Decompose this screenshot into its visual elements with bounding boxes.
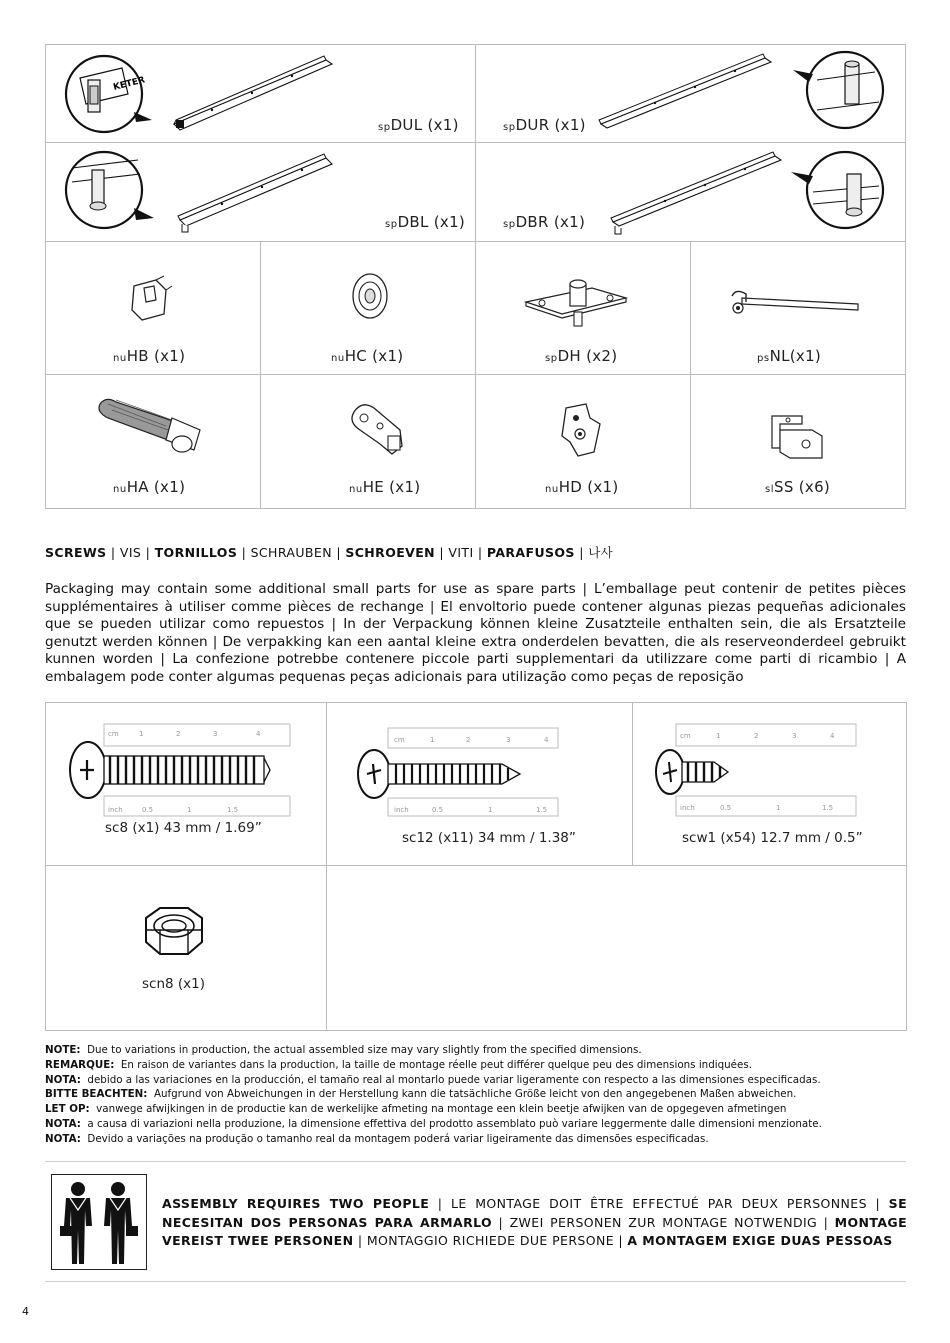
ruler-cm-tick: 2 — [754, 732, 759, 740]
note-row: REMARQUE: En raison de variantes dans la production, la taille de montage réelle peut différer quelque peu des dimensions indiquées. — [45, 1058, 752, 1071]
ruler-cm-tick: 2 — [466, 736, 471, 744]
part-label-ss: slSS (x6) — [765, 478, 831, 496]
ruler-inch-tick: 1.5 — [536, 806, 548, 814]
ruler-cm-tick: 1 — [716, 732, 721, 740]
ruler-cm-tick: 1 — [139, 730, 144, 738]
ruler-inch-tick: 0.5 — [720, 804, 732, 812]
screw-label-sc8: sc8 (x1) 43 mm / 1.69” — [105, 820, 262, 836]
nut-scn8-illustration — [138, 904, 208, 958]
ruler-inch-tick: 1.5 — [822, 804, 834, 812]
part-ss-illustration — [766, 408, 830, 464]
part-label-dbl: spDBL (x1) — [385, 213, 466, 231]
ruler-inch-tick: 0.5 — [432, 806, 444, 814]
note-row: NOTA: debido a las variaciones en la producción, el tamaño real al montarlo puede variar ligeramente con respecto a las dimensiones especificadas. — [45, 1073, 821, 1086]
note-row: NOTA: Devido a variações na produção o tamanho real da montagem poderá variar ligeiramente das dimensões especificadas. — [45, 1132, 709, 1145]
screw-sc12-illustration — [352, 718, 572, 818]
screws-heading: SCREWS | VIS | TORNILLOS | SCHRAUBEN | SCHROEVEN | VITI | PARAFUSOS | 나사 — [45, 545, 614, 560]
ruler-cm-tick: 1 — [430, 736, 435, 744]
ruler-inch-tick: 1 — [488, 806, 493, 814]
note-row: BITTE BEACHTEN: Aufgrund von Abweichungen in der Herstellung kann die tatsächliche Größe leicht von den angegebenen Maßen abweichen. — [45, 1088, 797, 1101]
part-hc-illustration — [348, 270, 392, 322]
ruler-cm-tick: 4 — [256, 730, 261, 738]
ruler-inch-tick: 1 — [187, 806, 192, 814]
part-label-dur: spDUR (x1) — [503, 116, 586, 134]
ruler-cm-tick: 4 — [830, 732, 835, 740]
ruler-inch-label: inch — [680, 804, 695, 812]
part-label-dh: spDH (x2) — [545, 347, 618, 365]
rail-dbl-illustration — [62, 146, 342, 240]
part-label-hb: nuHB (x1) — [113, 347, 186, 365]
ruler-cm-tick: 3 — [506, 736, 511, 744]
assembly-note: ASSEMBLY REQUIRES TWO PEOPLE | LE MONTAGE DOIT ÊTRE EFFECTUÉ PAR DEUX PERSONNES | SE NECESITAN DOS PERSONAS PARA ARMARLO | ZWEI PERSONEN ZUR MONTAGE NOTWENDIG | MONTAGE VEREIST TWEE PERSONEN | MONTAGGIO RICHIEDE DUE PERSONE | A MONTAGEM EXIGE DUAS PESSOAS — [162, 1196, 908, 1248]
two-people-icon — [56, 1180, 142, 1266]
ruler-cm-tick: 3 — [213, 730, 218, 738]
divider-top — [45, 1161, 906, 1162]
ruler-cm-label: cm — [108, 730, 119, 738]
screw-scw1-illustration — [650, 718, 870, 818]
rail-dbr-illustration — [595, 146, 905, 240]
ruler-inch-tick: 1.5 — [227, 806, 239, 814]
part-he-illustration — [340, 396, 420, 460]
ruler-cm-tick: 2 — [176, 730, 181, 738]
part-label-ha: nuHA (x1) — [113, 478, 186, 496]
note-row: NOTE: Due to variations in production, the actual assembled size may vary slightly from the specified dimensions. — [45, 1044, 642, 1056]
page-number: 4 — [22, 1305, 29, 1318]
part-label-he: nuHE (x1) — [349, 478, 421, 496]
ruler-inch-label: inch — [108, 806, 123, 814]
ruler-cm-tick: 4 — [544, 736, 549, 744]
ruler-inch-label: inch — [394, 806, 409, 814]
ruler-cm-tick: 3 — [792, 732, 797, 740]
rail-dur-illustration — [595, 50, 905, 140]
note-row: LET OP: vanwege afwijkingen in de productie kan de werkelijke afmeting na montage een klein beetje afwijken van de opgegeven afmetingen — [45, 1103, 787, 1116]
part-label-dbr: spDBR (x1) — [503, 213, 586, 231]
ruler-inch-tick: 1 — [776, 804, 781, 812]
divider-bottom — [45, 1281, 906, 1282]
screw-label-scw1: scw1 (x54) 12.7 mm / 0.5” — [682, 830, 863, 846]
note-row: NOTA: a causa di variazioni nella produzione, la dimensione effettiva del prodotto assemblato può variare leggermente dalle dimensioni menzionate. — [45, 1117, 822, 1130]
screw-cell-empty — [326, 865, 907, 1031]
part-label-hc: nuHC (x1) — [331, 347, 404, 365]
part-nl-illustration — [728, 286, 868, 326]
part-dh-illustration — [522, 276, 632, 332]
part-ha-illustration — [96, 396, 208, 458]
rail-dul-illustration — [62, 50, 342, 140]
ruler-cm-label: cm — [394, 736, 405, 744]
part-hb-illustration — [120, 270, 180, 330]
screw-label-sc12: sc12 (x11) 34 mm / 1.38” — [402, 830, 576, 846]
notes-block — [45, 1043, 915, 1147]
part-hd-illustration — [554, 400, 610, 460]
keter-logo: KETER — [112, 75, 147, 93]
ruler-cm-label: cm — [680, 732, 691, 740]
part-label-nl: psNL(x1) — [757, 347, 822, 365]
part-label-dul: spDUL (x1) — [378, 116, 459, 134]
ruler-inch-tick: 0.5 — [142, 806, 154, 814]
screw-sc8-illustration — [64, 718, 294, 818]
packaging-note: Packaging may contain some additional small parts for use as spare parts | L’emballage peut contenir de petites pièces supplémentaires à utiliser comme pièces de rechange | El envoltorio puede contener algunas piezas pequeñas adicionales que se pueden utilizar como repuestos | In der Verpackung können kleine Zusatzteile enthalten sein, die als Ersatzteile genutzt werden können | De verpakking kan een aantal kleine extra onderdelen bevatten, die als reserveonderdeel gebruikt kunnen worden | La confezione potrebbe contenere piccole parti supplementari da utilizzare come parti di ricambio | A embalagem pode conter algumas pequenas peças adicionais para utilização como peças de reposição — [45, 581, 906, 685]
part-label-hd: nuHD (x1) — [545, 478, 619, 496]
screw-label-scn8: scn8 (x1) — [142, 976, 206, 992]
